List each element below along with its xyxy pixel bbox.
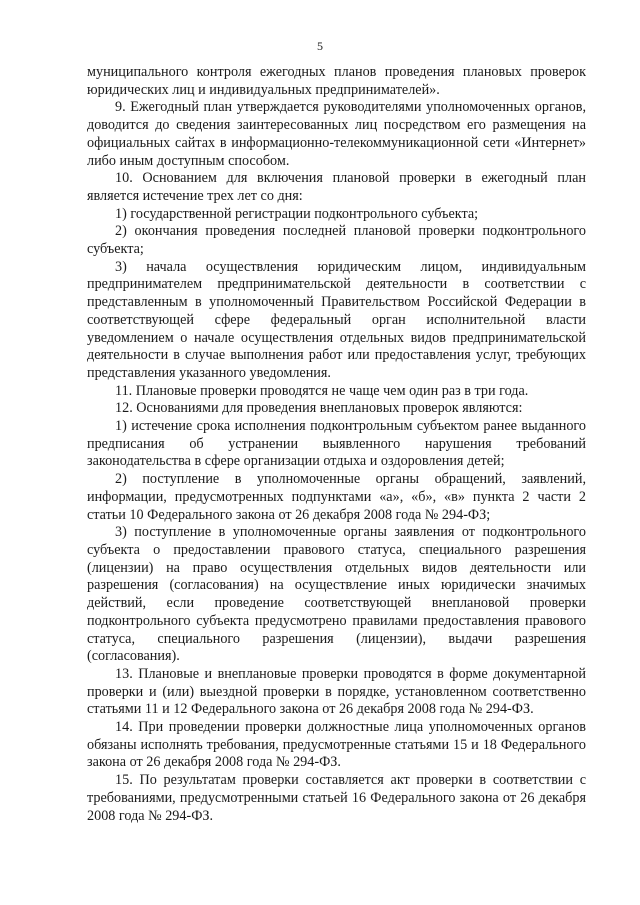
paragraph-continuation: муниципального контроля ежегодных планов проведения плановых проверок юридических лиц и индивидуальных предпринимателей». bbox=[87, 64, 586, 98]
paragraph-15: 15. По результатам проверки составляется акт проверки в соответствии с требованиями, предусмотренными статьей 16 Федерального закона от 26 декабря 2008 года № 294-ФЗ. bbox=[87, 772, 586, 824]
paragraph-12: 12. Основаниями для проведения внеплановых проверок являются: bbox=[115, 400, 523, 417]
paragraph-12-item-1: 1) истечение срока исполнения подконтрольным субъектом ранее выданного предписания об устранении выявленного нарушения требований законодательства в сфере организации отдыха и оздоровления детей; bbox=[87, 418, 586, 470]
paragraph-10-item-2: 2) окончания проведения последней плановой проверки подконтрольного субъекта; bbox=[87, 223, 586, 258]
paragraph-10: 10. Основанием для включения плановой проверки в ежегодный план является истечение трех лет со дня: bbox=[87, 170, 586, 204]
paragraph-11: 11. Плановые проверки проводятся не чаще чем один раз в три года. bbox=[115, 382, 529, 399]
paragraph-10-item-1: 1) государственной регистрации подконтрольного субъекта; bbox=[115, 205, 479, 222]
paragraph-10-item-3: 3) начала осуществления юридическим лицом, индивидуальным предпринимателем предпринимательской деятельности в соответствии с представленным в уполномоченный Правительством Российской Федерации в соответствующей сфере федеральный орган исполнительной власти уведомлением о начале осуществления отдельных видов предпринимательской деятельности в случае выполнения работ или предоставления услуг, требующих представления указанного уведомления. bbox=[87, 258, 586, 381]
paragraph-12-item-3: 3) поступление в уполномоченные органы заявления от подконтрольного субъекта о предоставлении правового статуса, специального разрешения (лицензии) на право осуществления отдельных видов деятельности или разрешения (согласования) на осуществление иных юридически значимых действий, если проведение соответствующей внеплановой проверки подконтрольного субъекта предусмотрено правилами предоставления правового статуса, специального разрешения (лицензии), выдачи разрешения (согласования). bbox=[87, 524, 586, 665]
paragraph-12-item-2: 2) поступление в уполномоченные органы обращений, заявлений, информации, предусмотренных подпунктами «а», «б», «в» пункта 2 части 2 статьи 10 Федерального закона от 26 декабря 2008 года № 294-ФЗ; bbox=[87, 471, 586, 523]
paragraph-14: 14. При проведении проверки должностные лица уполномоченных органов обязаны исполнять требования, предусмотренные статьями 15 и 18 Федерального закона от 26 декабря 2008 года № 294-ФЗ. bbox=[87, 719, 586, 771]
page-number: 5 bbox=[317, 39, 323, 53]
paragraph-13: 13. Плановые и внеплановые проверки проводятся в форме документарной проверки и (или) выездной проверки в порядке, установленном соответственно статьями 11 и 12 Федерального закона от 26 декабря 2008 года № 294-ФЗ. bbox=[87, 665, 586, 718]
document-body bbox=[87, 64, 586, 825]
paragraph-9: 9. Ежегодный план утверждается руководителями уполномоченных органов, доводится до сведения заинтересованных лиц посредством его размещения на официальных сайтах в информационно-телекоммуникационной сети «Интернет» либо иным доступным способом. bbox=[87, 99, 586, 169]
